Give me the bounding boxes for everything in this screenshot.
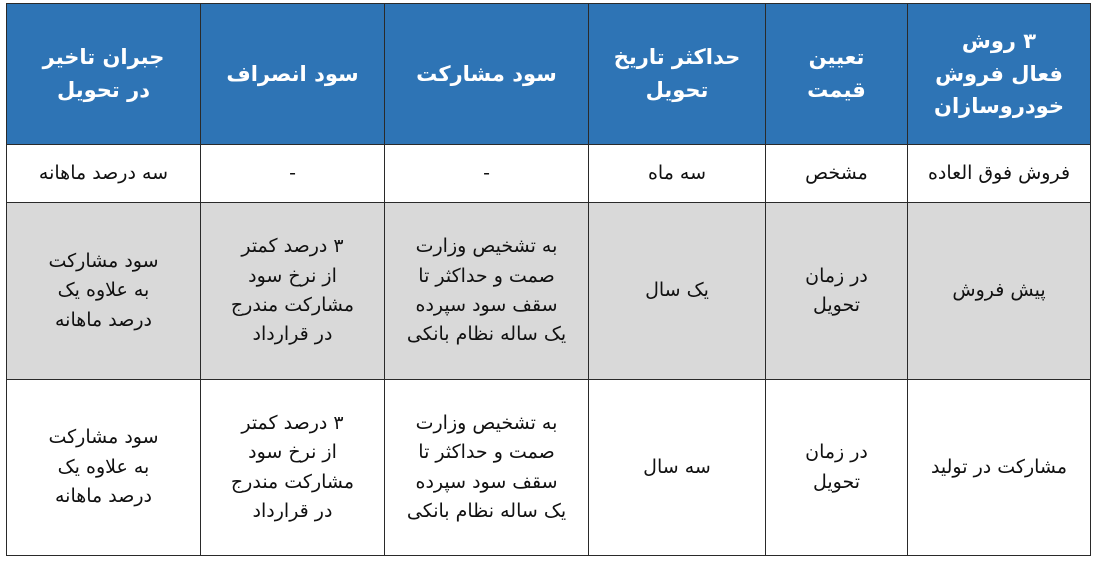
header-method: ۳ روش فعال فروش خودروسازان [908, 4, 1091, 145]
cell-pricing: مشخص [766, 145, 908, 203]
cell-participation-profit: به تشخیص وزارت صمت و حداکثر تا سقف سود سپرده یک ساله نظام بانکی [385, 203, 589, 380]
header-max-delivery: حداکثر تاریخ تحویل [589, 4, 766, 145]
cell-delay-compensation: سه درصد ماهانه [7, 145, 201, 203]
cell-participation-profit: - [385, 145, 589, 203]
cell-max-delivery: سه ماه [589, 145, 766, 203]
cell-max-delivery: سه سال [589, 380, 766, 556]
cell-delay-compensation: سود مشارکت به علاوه یک درصد ماهانه [7, 380, 201, 556]
table-row [7, 380, 1091, 556]
cell-method: پیش فروش [908, 203, 1091, 380]
sales-methods-table-container [6, 3, 1090, 555]
table-row [7, 203, 1091, 380]
header-cancellation-profit: سود انصراف [201, 4, 385, 145]
cell-pricing: در زمان تحویل [766, 203, 908, 380]
cell-cancellation-profit: ۳ درصد کمتر از نرخ سود مشارکت مندرج در قرارداد [201, 203, 385, 380]
table-row [7, 145, 1091, 203]
cell-method: فروش فوق العاده [908, 145, 1091, 203]
cell-max-delivery: یک سال [589, 203, 766, 380]
cell-pricing: در زمان تحویل [766, 380, 908, 556]
cell-cancellation-profit: ۳ درصد کمتر از نرخ سود مشارکت مندرج در قرارداد [201, 380, 385, 556]
header-delay-compensation: جبران تاخیر در تحویل [7, 4, 201, 145]
cell-participation-profit: به تشخیص وزارت صمت و حداکثر تا سقف سود سپرده یک ساله نظام بانکی [385, 380, 589, 556]
cell-delay-compensation: سود مشارکت به علاوه یک درصد ماهانه [7, 203, 201, 380]
header-pricing: تعیین قیمت [766, 4, 908, 145]
header-participation-profit: سود مشارکت [385, 4, 589, 145]
sales-methods-table [6, 3, 1091, 556]
cell-cancellation-profit: - [201, 145, 385, 203]
header-row [7, 4, 1091, 145]
cell-method: مشارکت در تولید [908, 380, 1091, 556]
